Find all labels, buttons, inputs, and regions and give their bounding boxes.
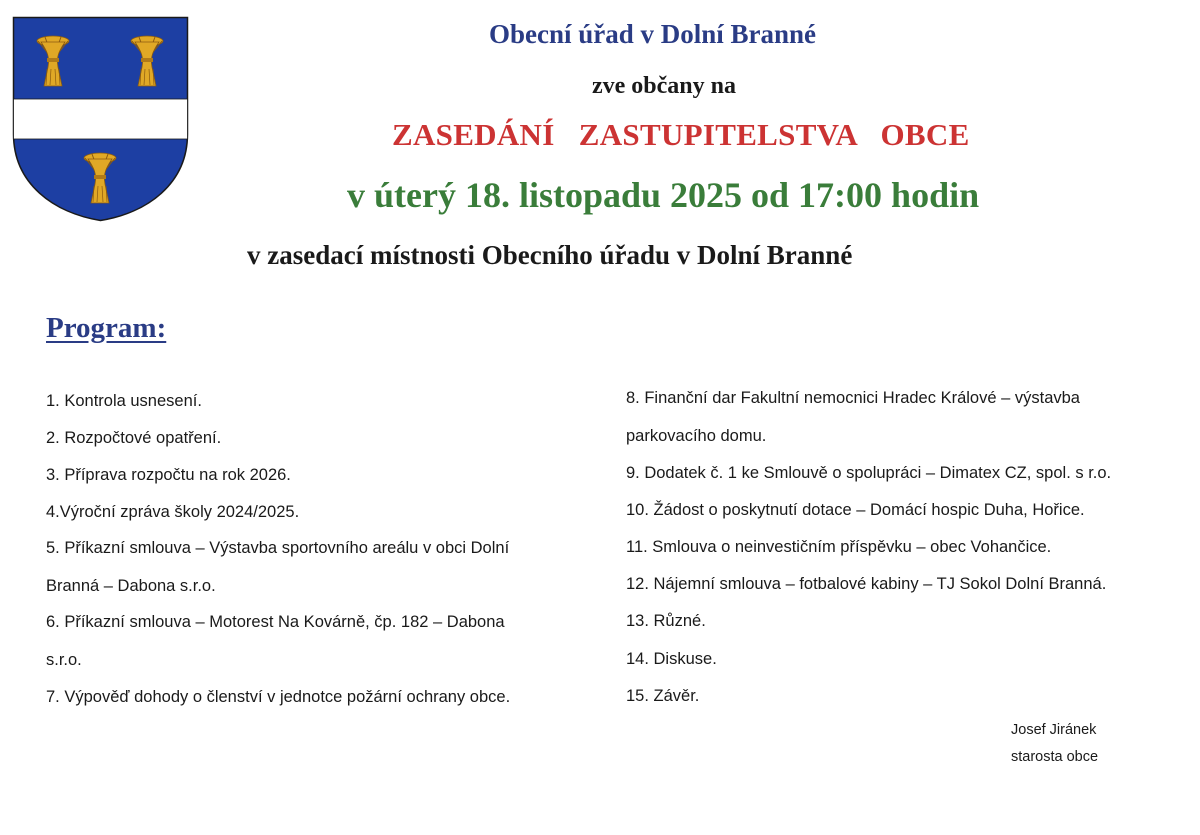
coat-of-arms xyxy=(12,16,189,222)
program-heading: Program: xyxy=(46,312,167,344)
agenda-line: 13. Různé. xyxy=(626,612,706,630)
agenda-line: 11. Smlouva o neinvestičním příspěvku – obec Vohančice. xyxy=(626,538,1052,556)
agenda-line: 9. Dodatek č. 1 ke Smlouvě o spolupráci – Dimatex CZ, spol. s r.o. xyxy=(626,464,1112,482)
agenda-line: Branná – Dabona s.r.o. xyxy=(46,577,216,595)
agenda-line: 7. Výpověď dohody o členství v jednotce požární ochrany obce. xyxy=(46,688,511,706)
mayor-title: starosta obce xyxy=(1011,749,1099,765)
agenda-line: 12. Nájemní smlouva – fotbalové kabiny – TJ Sokol Dolní Branná. xyxy=(626,575,1107,593)
invitation-line: zve občany na xyxy=(592,73,736,99)
agenda-line: 15. Závěr. xyxy=(626,687,700,705)
meeting-date: v úterý 18. listopadu 2025 od 17:00 hodin xyxy=(347,175,980,215)
agenda-line: 5. Příkazní smlouva – Výstavba sportovního areálu v obci Dolní xyxy=(46,539,510,557)
agenda-line: parkovacího domu. xyxy=(626,427,767,445)
agenda-line: 4.Výroční zpráva školy 2024/2025. xyxy=(46,503,300,521)
office-name: Obecní úřad v Dolní Branné xyxy=(489,19,817,49)
agenda-line: 1. Kontrola usnesení. xyxy=(46,392,202,410)
mayor-name: Josef Jiránek xyxy=(1011,722,1097,738)
agenda-line: 10. Žádost o poskytnutí dotace – Domácí hospic Duha, Hořice. xyxy=(626,501,1085,519)
meeting-title: ZASEDÁNÍ ZASTUPITELSTVA OBCE xyxy=(392,117,970,152)
meeting-venue: v zasedací místnosti Obecního úřadu v Dolní Branné xyxy=(247,240,853,270)
agenda-line: s.r.o. xyxy=(46,651,82,669)
agenda-line: 14. Diskuse. xyxy=(626,650,717,668)
agenda-line: 8. Finanční dar Fakultní nemocnici Hradec Králové – výstavba xyxy=(626,389,1080,407)
agenda-line: 3. Příprava rozpočtu na rok 2026. xyxy=(46,466,291,484)
agenda-line: 6. Příkazní smlouva – Motorest Na Kovárně, čp. 182 – Dabona xyxy=(46,613,505,631)
agenda-line: 2. Rozpočtové opatření. xyxy=(46,429,222,447)
